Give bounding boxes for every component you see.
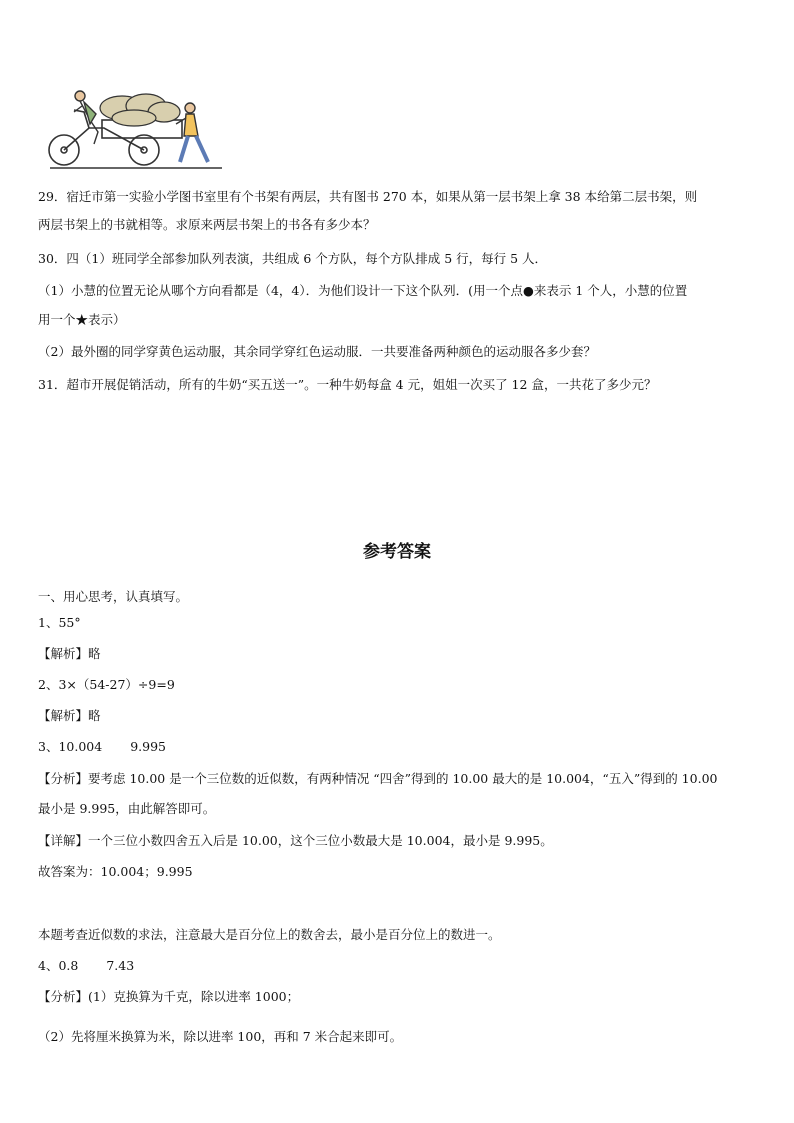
answer-4-value2: 7.43 [106,958,135,973]
answer-1: 1、55° [38,615,81,630]
question-29-line1: 29．宿迁市第一实验小学图书室里有个书架有两层，共有图书 270 本，如果从第一层书架上拿 38 本给第二层书架，则 [38,189,698,204]
answer-3-analysis-line1: 【分析】要考虑 10.00 是一个三位数的近似数，有两种情况 “四舍”得到的 10.00 最大的是 10.004，“五入”得到的 10.00 [38,771,718,786]
question-29-line2: 两层书架上的书就相等。求原来两层书架上的书各有多少本？ [38,217,376,232]
answer-3-value1: 3、10.004 [38,739,103,754]
question-30-sub2: （2）最外圈的同学穿黄色运动服，其余同学穿红色运动服．一共要准备两种颜色的运动服各多少套？ [38,344,596,359]
answer-4-analysis-line2: （2）先将厘米换算为米，除以进率 100，再和 7 米合起来即可。 [38,1029,403,1044]
answer-2: 2、3×（54-27）÷9=9 [38,677,175,692]
answer-key-title: 参考答案 [363,542,431,562]
section-1-heading: 一、用心思考，认真填写。 [38,589,189,604]
answer-3-final: 故答案为：10.004；9.995 [38,864,193,879]
answer-3-detail: 【详解】一个三位小数四舍五入后是 10.00，这个三位小数最大是 10.004，最小是 9.995。 [38,833,553,848]
question-30-sub1-line2: 用一个★表示） [38,312,126,327]
question-31: 31．超市开展促销活动，所有的牛奶“买五送一”。一种牛奶每盒 4 元，姐姐一次买了 12 盒，一共花了多少元？ [38,377,657,392]
answer-4 [38,957,134,975]
answer-1-analysis: 【解析】略 [38,646,101,661]
question-30-line1: 30．四（1）班同学全部参加队列表演，共组成 6 个方队，每个方队排成 5 行，每行 5 人． [38,251,548,266]
answer-4-analysis-line1: 【分析】(1）克换算为千克，除以进率 1000； [38,989,300,1004]
tricycle-illustration [44,88,226,170]
answer-4-value1: 4、0.8 [38,958,79,973]
answer-3-note: 本题考查近似数的求法，注意最大是百分位上的数舍去，最小是百分位上的数进一。 [38,927,501,942]
answer-3 [38,738,166,756]
answer-3-value2: 9.995 [130,739,166,754]
answer-2-analysis: 【解析】略 [38,708,101,723]
question-30-sub1-line1: （1）小慧的位置无论从哪个方向看都是（4，4）．为他们设计一下这个队列．(用一个点●来表示 1 个人，小慧的位置 [38,283,688,298]
answer-3-analysis-line2: 最小是 9.995，由此解答即可。 [38,801,216,816]
